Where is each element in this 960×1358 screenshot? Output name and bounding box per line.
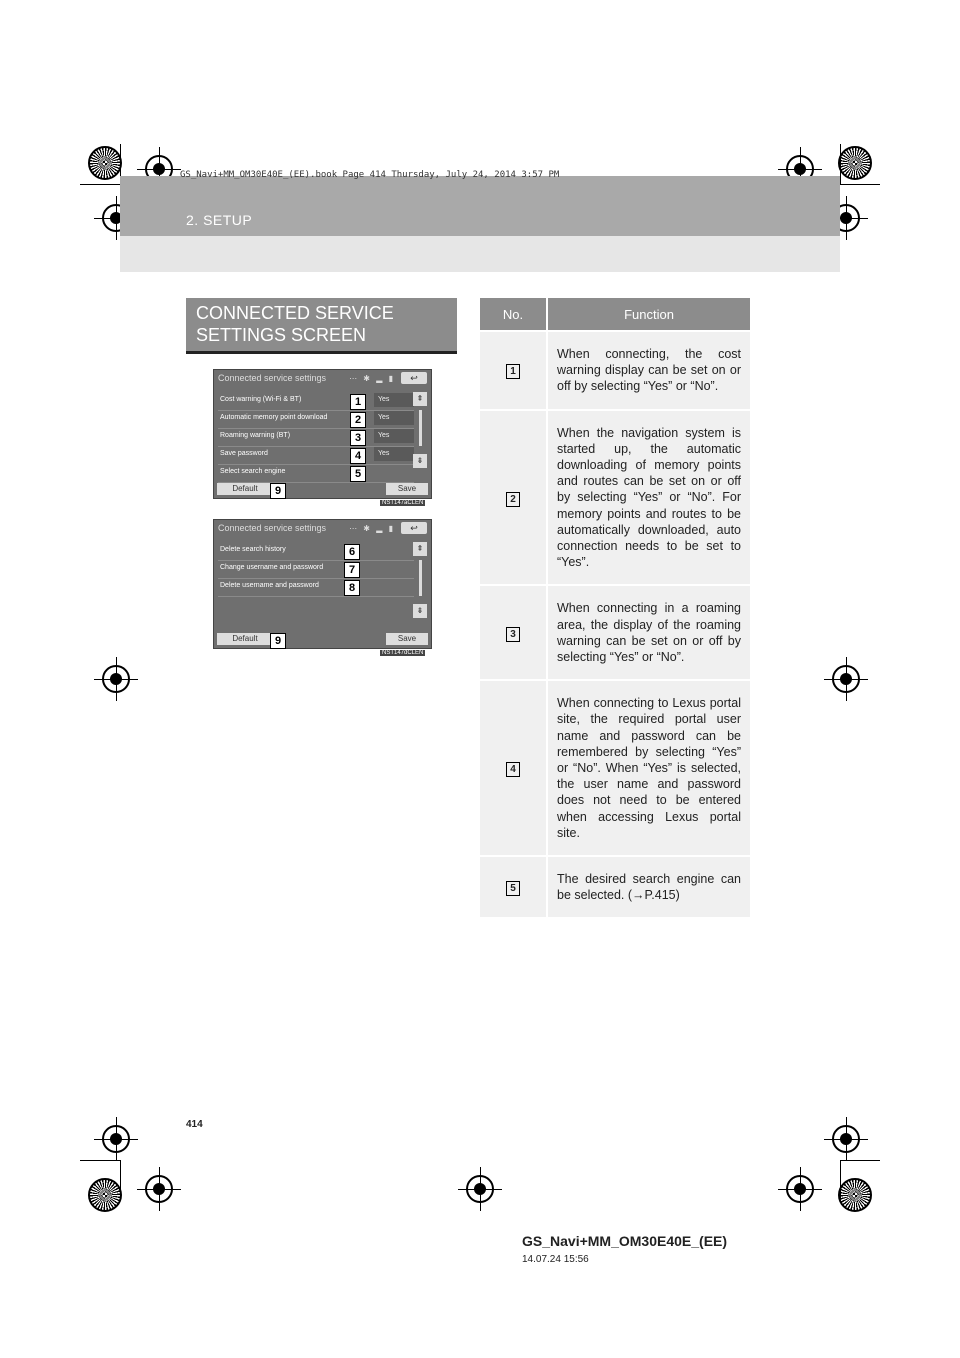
setting-row-delete-credentials[interactable] — [218, 578, 414, 597]
setting-row-change-credentials[interactable] — [218, 560, 414, 579]
table-row — [480, 680, 750, 856]
image-code: NST147dCLEN — [382, 650, 424, 656]
callout-badge: 4 — [350, 448, 366, 464]
setting-row-save-password[interactable] — [218, 446, 414, 465]
row-value[interactable]: Yes — [374, 411, 414, 425]
registration-mark-icon — [102, 665, 130, 693]
row-label: Delete username and password — [220, 582, 319, 589]
setting-row-search-engine[interactable] — [218, 464, 414, 483]
item-number: 3 — [506, 627, 520, 642]
row-label: Change username and password — [220, 564, 324, 571]
setting-row-memory-download[interactable] — [218, 410, 414, 429]
row-label: Save password — [220, 450, 268, 457]
image-code: NST147aCLEN — [382, 500, 424, 506]
row-label: Roaming warning (BT) — [220, 432, 291, 439]
function-description: When connecting, the cost warning display can be set on or off by selecting “Yes” or “No”. — [547, 331, 750, 410]
settings-screen-1 — [213, 369, 432, 499]
registration-mark-icon — [832, 1125, 860, 1153]
table-row — [480, 856, 750, 917]
scroll-top-icon[interactable]: ⇞ — [413, 542, 427, 556]
item-number: 1 — [506, 364, 520, 379]
crop-line — [840, 144, 841, 184]
save-button[interactable]: Save — [386, 483, 428, 495]
callout-badge: 5 — [350, 466, 366, 482]
scroll-track[interactable] — [419, 410, 422, 446]
section-heading — [186, 298, 457, 354]
section-heading-line2: SETTINGS SCREEN — [196, 325, 367, 345]
function-description: When the navigation system is started up, the automatic downloading of memory points and routes can be set on or off by selecting “Yes” or “No”. For memory points and routes to be automatically downloaded, auto connection needs to be set to “Yes”. — [547, 410, 750, 586]
registration-mark-icon — [102, 1125, 130, 1153]
callout-badge: 8 — [344, 580, 360, 596]
crop-line — [120, 1160, 121, 1200]
row-label: Cost warning (Wi-Fi & BT) — [220, 396, 302, 403]
registration-mark-icon — [832, 665, 860, 693]
item-number: 2 — [506, 492, 520, 507]
table-row — [480, 585, 750, 680]
column-header-no: No. — [480, 298, 547, 331]
scrollbar[interactable] — [413, 392, 427, 478]
function-description: The desired search engine can be selected. (→P.415) — [547, 856, 750, 917]
scroll-bottom-icon[interactable]: ⇟ — [413, 454, 427, 468]
callout-badge: 7 — [344, 562, 360, 578]
row-value[interactable]: Yes — [374, 447, 414, 461]
callout-badge: 6 — [344, 544, 360, 560]
row-value[interactable]: Yes — [374, 429, 414, 443]
scroll-track[interactable] — [419, 560, 422, 596]
row-label: Select search engine — [220, 468, 286, 475]
crop-line — [840, 1160, 841, 1200]
status-icons: ⋯ ✱ ▂ ▮ — [349, 524, 395, 533]
function-description: When connecting to Lexus portal site, the required portal user name and password can be remembered by selecting “Yes” or “No”. When “Yes” is selected, the user name and password does not need to be entered when accessing Lexus portal site. — [547, 680, 750, 856]
scroll-bottom-icon[interactable]: ⇟ — [413, 604, 427, 618]
screen-title: Connected service settings — [218, 373, 327, 383]
callout-badge: 9 — [270, 633, 286, 649]
row-value[interactable]: Yes — [374, 393, 414, 407]
default-button[interactable]: Default — [217, 633, 273, 645]
registration-mark-icon — [466, 1175, 494, 1203]
row-label: Automatic memory point download — [220, 414, 328, 421]
default-button[interactable]: Default — [217, 483, 273, 495]
function-description: When connecting in a roaming area, the display of the roaming warning can be set on or off by selecting “Yes” or “No”. — [547, 585, 750, 680]
callout-badge: 9 — [270, 483, 286, 499]
item-number: 5 — [506, 881, 520, 896]
save-button[interactable]: Save — [386, 633, 428, 645]
back-button[interactable]: ↩ — [401, 522, 427, 534]
column-header-function: Function — [547, 298, 750, 331]
page-number: 414 — [186, 1119, 203, 1130]
registration-mark-icon — [786, 1175, 814, 1203]
section-title: 2. SETUP — [186, 212, 253, 228]
crop-line — [80, 1160, 120, 1161]
scrollbar[interactable] — [413, 542, 427, 628]
registration-star-icon — [838, 146, 872, 180]
registration-mark-icon — [145, 1175, 173, 1203]
function-table — [480, 298, 750, 917]
print-date: 14.07.24 15:56 — [522, 1254, 589, 1265]
table-row — [480, 410, 750, 586]
registration-star-icon — [88, 146, 122, 180]
crop-line — [840, 1160, 880, 1161]
registration-star-icon — [838, 1178, 872, 1212]
back-button[interactable]: ↩ — [401, 372, 427, 384]
setting-row-roaming-warning[interactable] — [218, 428, 414, 447]
setting-row-cost-warning[interactable] — [218, 392, 414, 411]
crop-line — [840, 184, 880, 185]
row-label: Delete search history — [220, 546, 286, 553]
settings-screen-2 — [213, 519, 432, 649]
callout-badge: 2 — [350, 412, 366, 428]
registration-star-icon — [88, 1178, 122, 1212]
item-number: 4 — [506, 762, 520, 777]
table-header-row — [480, 298, 750, 331]
crop-line — [80, 184, 120, 185]
callout-badge: 3 — [350, 430, 366, 446]
callout-badge: 1 — [350, 394, 366, 410]
screen-title: Connected service settings — [218, 523, 327, 533]
setting-row-delete-search-history[interactable] — [218, 542, 414, 561]
status-icons: ⋯ ✱ ▂ ▮ — [349, 374, 395, 383]
scroll-top-icon[interactable]: ⇞ — [413, 392, 427, 406]
document-id: GS_Navi+MM_OM30E40E_(EE) — [522, 1233, 728, 1249]
book-info-line: GS_Navi+MM_OM30E40E_(EE).book Page 414 Thursday, July 24, 2014 3:57 PM — [180, 170, 560, 180]
section-heading-line1: CONNECTED SERVICE — [196, 303, 394, 323]
table-row — [480, 331, 750, 410]
